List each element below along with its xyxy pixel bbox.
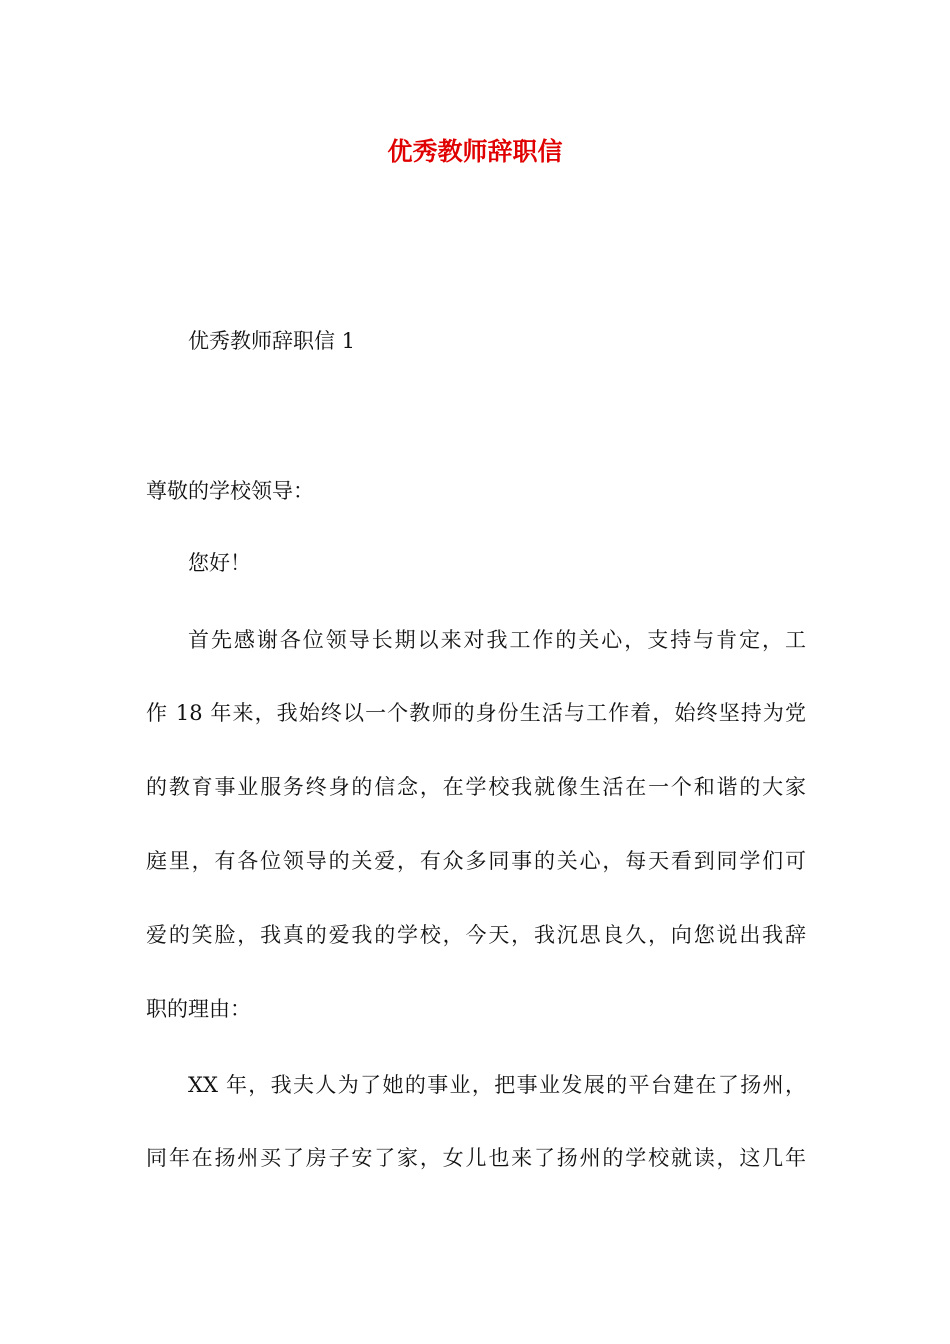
greeting: 您好！ — [188, 551, 251, 575]
section-heading: 优秀教师辞职信 1 — [188, 329, 356, 353]
paragraph1-line: 作 18 年来，我始终以一个教师的身份生活与工作着，始终坚持为党 — [146, 701, 806, 725]
paragraph1-line: 庭里，有各位领导的关爱，有众多同事的关心，每天看到同学们可 — [146, 849, 806, 873]
paragraph1-line: 职的理由： — [146, 997, 251, 1021]
paragraph1-line: 的教育事业服务终身的信念，在学校我就像生活在一个和谐的大家 — [146, 775, 806, 799]
document-title: 优秀教师辞职信 — [387, 137, 563, 166]
paragraph1-line: 首先感谢各位领导长期以来对我工作的关心，支持与肯定，工 — [188, 628, 806, 652]
paragraph2-line: 同年在扬州买了房子安了家，女儿也来了扬州的学校就读，这几年 — [146, 1146, 806, 1170]
paragraph1-line: 爱的笑脸，我真的爱我的学校，今天，我沉思良久，向您说出我辞 — [146, 923, 806, 947]
paragraph2-line: XX 年，我夫人为了她的事业，把事业发展的平台建在了扬州， — [188, 1073, 806, 1097]
salutation: 尊敬的学校领导： — [146, 479, 314, 503]
